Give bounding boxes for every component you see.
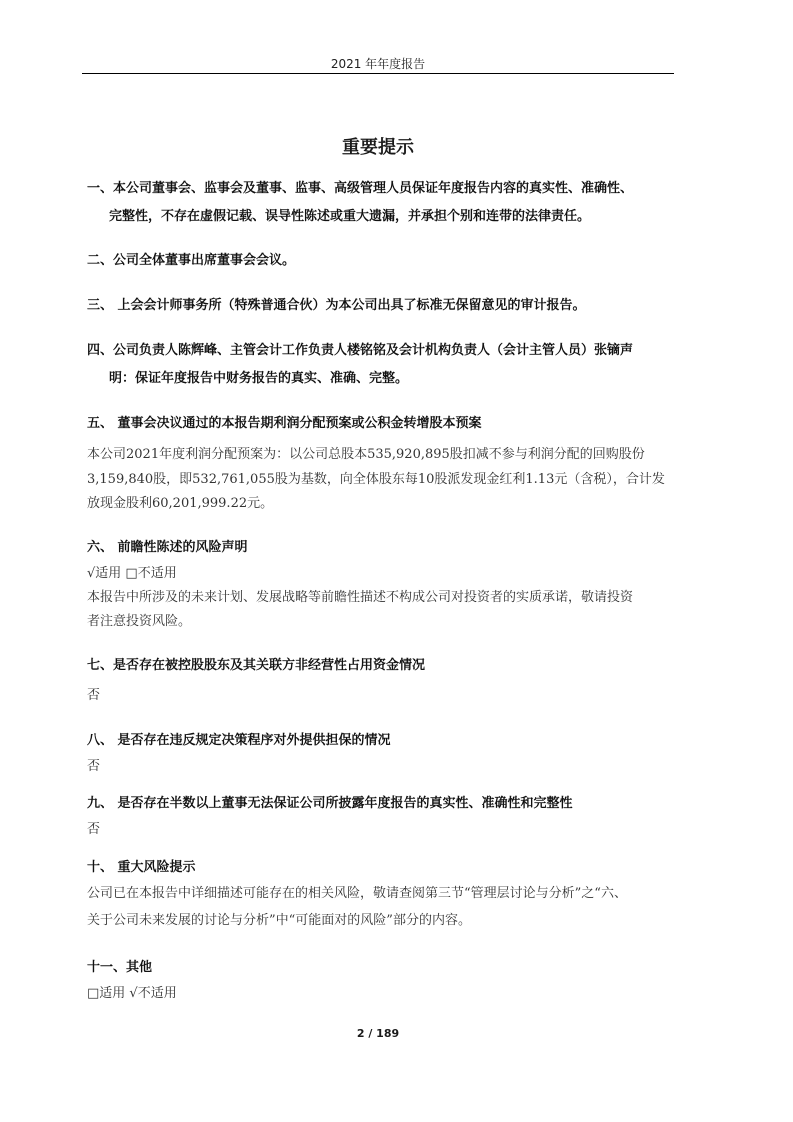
section-5-heading: 五、 董事会决议通过的本报告期利润分配预案或公积金转增股本预案 [87,416,482,431]
section-5-body-line-2: 3,159,840股，即532,761,055股为基数，向全体股东每10股派发现金红利1.13元（含税），合计发 [87,472,665,487]
section-9-heading: 九、 是否存在半数以上董事无法保证公司所披露年度报告的真实性、准确性和完整性 [87,796,573,811]
page-title: 重要提示 [342,137,414,158]
running-header: 2021 年年度报告 [330,57,426,71]
section-1-heading-line-2: 完整性，不存在虚假记载、误导性陈述或重大遗漏，并承担个别和连带的法律责任。 [109,209,591,224]
section-4-heading-line-1: 四、公司负责人陈辉峰、主管会计工作负责人楼铭铭及会计机构负责人（会计主管人员）张镝声 [87,343,634,358]
section-10-heading: 十、 重大风险提示 [87,860,196,875]
section-3-heading: 三、 上会会计师事务所（特殊普通合伙）为本公司出具了标准无保留意见的审计报告。 [87,298,586,313]
section-2-heading: 二、公司全体董事出席董事会会议。 [87,253,296,268]
section-4-heading-line-2: 明：保证年度报告中财务报告的真实、准确、完整。 [109,371,409,386]
section-6-heading: 六、 前瞻性陈述的风险声明 [87,540,248,555]
section-11-heading: 十一、其他 [87,960,153,975]
section-11-applicability: □适用 √不适用 [87,986,177,1001]
section-7-heading: 七、是否存在被控股股东及其关联方非经营性占用资金情况 [87,658,426,673]
section-8-heading: 八、 是否存在违反规定决策程序对外提供担保的情况 [87,733,391,748]
header-rule [82,73,674,74]
section-6-body-line-1: 本报告中所涉及的未来计划、发展战略等前瞻性描述不构成公司对投资者的实质承诺，敬请投资 [87,590,634,605]
section-1-heading-line-1: 一、本公司董事会、监事会及董事、监事、高级管理人员保证年度报告内容的真实性、准确性、 [87,181,634,196]
section-10-body-line-1: 公司已在本报告中详细描述可能存在的相关风险，敬请查阅第三节“管理层讨论与分析”之“六、 [87,886,627,901]
section-5-body-line-3: 放现金股利60,201,999.22元。 [87,496,274,511]
section-8-answer: 否 [87,759,101,774]
section-6-applicability: √适用 □不适用 [87,566,177,581]
section-10-body-line-2: 关于公司未来发展的讨论与分析”中“可能面对的风险”部分的内容。 [87,913,471,928]
page-number: 2 / 189 [356,1027,400,1040]
section-6-body-line-2: 者注意投资风险。 [87,614,192,629]
section-5-body-line-1: 本公司2021年度利润分配预案为：以公司总股本535,920,895股扣减不参与利润分配的回购股份 [87,447,645,462]
section-7-answer: 否 [87,688,101,703]
section-9-answer: 否 [87,822,101,837]
